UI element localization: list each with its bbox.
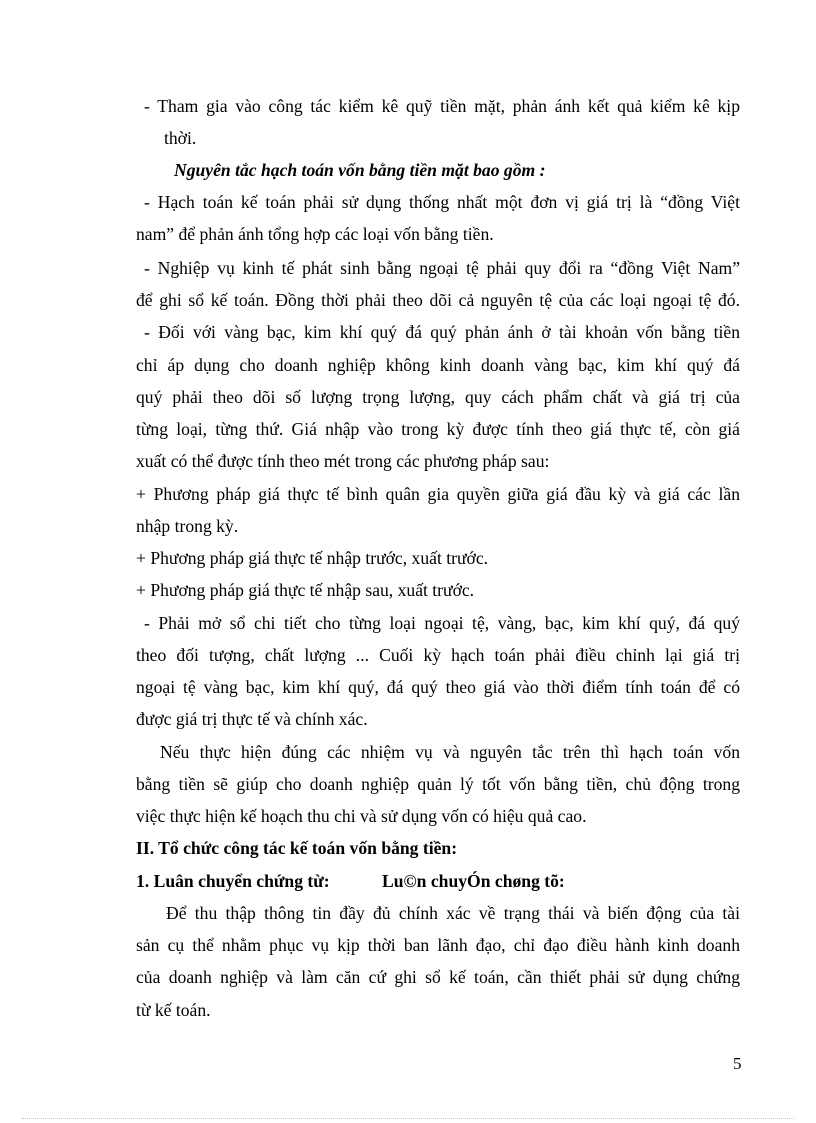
paragraph-line: theo đối tượng, chất lượng ... Cuối kỳ hạch toán phải điều chỉnh lại giá trị	[136, 645, 740, 665]
paragraph-line: ngoại tệ vàng bạc, kim khí quý, đá quý theo giá vào thời điểm tính toán để có	[136, 677, 740, 697]
section-subtitle: Nguyên tắc hạch toán vốn bằng tiền mặt bao gồm :	[174, 160, 546, 180]
paragraph-line: - Nghiệp vụ kinh tế phát sinh bằng ngoại tệ phải quy đổi ra “đồng Việt Nam”	[144, 258, 740, 278]
paragraph-line: - Hạch toán kế toán phải sử dụng thống nhất một đơn vị giá trị là “đồng Việt	[144, 192, 740, 212]
paragraph-line: Nếu thực hiện đúng các nhiệm vụ và nguyên tắc trên thì hạch toán vốn	[160, 742, 740, 762]
page-number: 5	[733, 1054, 742, 1073]
subsection-heading-legacy-font: Lu©n chuyÓn chøng tõ:	[382, 871, 565, 891]
paragraph-line: + Phương pháp giá thực tế nhập sau, xuất trước.	[136, 580, 475, 600]
paragraph-line: nam” để phản ánh tổng hợp các loại vốn bằng tiền.	[136, 224, 494, 244]
paragraph-line: thời.	[164, 128, 197, 148]
page-bottom-divider	[22, 1118, 794, 1119]
paragraph-line: quý phải theo dõi số lượng trọng lượng, quy cách phẩm chất và giá trị của	[136, 387, 740, 407]
paragraph-line: xuất có thể được tính theo mét trong các phương pháp sau:	[136, 451, 550, 471]
paragraph-line: bằng tiền sẽ giúp cho doanh nghiệp quản lý tốt vốn bằng tiền, chủ động trong	[136, 774, 740, 794]
paragraph-line: + Phương pháp giá thực tế nhập trước, xuất trước.	[136, 548, 489, 568]
subsection-heading: 1. Luân chuyển chứng từ:	[136, 871, 330, 891]
paragraph-line: + Phương pháp giá thực tế bình quân gia quyền giữa giá đầu kỳ và giá các lần	[136, 484, 740, 504]
paragraph-line: - Tham gia vào công tác kiểm kê quỹ tiền mặt, phản ánh kết quả kiểm kê kịp	[144, 96, 740, 116]
paragraph-line: nhập trong kỳ.	[136, 516, 239, 536]
paragraph-line: từ kế toán.	[136, 1000, 211, 1020]
paragraph-line: được giá trị thực tế và chính xác.	[136, 709, 368, 729]
paragraph-line: chỉ áp dụng cho doanh nghiệp không kinh doanh vàng bạc, kim khí quý đá	[136, 355, 740, 375]
paragraph-line: từng loại, từng thứ. Giá nhập vào trong kỳ được tính theo giá thực tế, còn giá	[136, 419, 740, 439]
paragraph-line: Để thu thập thông tin đầy đủ chính xác về trạng thái và biến động của tài	[166, 903, 740, 923]
paragraph-line: để ghi sổ kế toán. Đồng thời phải theo dõi cả nguyên tệ của các loại ngoại tệ đó.	[136, 290, 740, 310]
paragraph-line: - Phải mở sổ chi tiết cho từng loại ngoại tệ, vàng, bạc, kim khí quý, đá quý	[144, 613, 740, 633]
paragraph-line: của doanh nghiệp và làm căn cứ ghi sổ kế toán, cần thiết phải sử dụng chứng	[136, 967, 740, 987]
paragraph-line: - Đối với vàng bạc, kim khí quý đá quý phản ánh ở tài khoản vốn bằng tiền	[144, 322, 740, 342]
section-heading: II. Tổ chức công tác kế toán vốn bằng tiền:	[136, 838, 458, 858]
paragraph-line: việc thực hiện kế hoạch thu chi và sử dụng vốn có hiệu quả cao.	[136, 806, 587, 826]
paragraph-line: sản cụ thể nhằm phục vụ kịp thời ban lãnh đạo, chỉ đạo điều hành kinh doanh	[136, 935, 740, 955]
